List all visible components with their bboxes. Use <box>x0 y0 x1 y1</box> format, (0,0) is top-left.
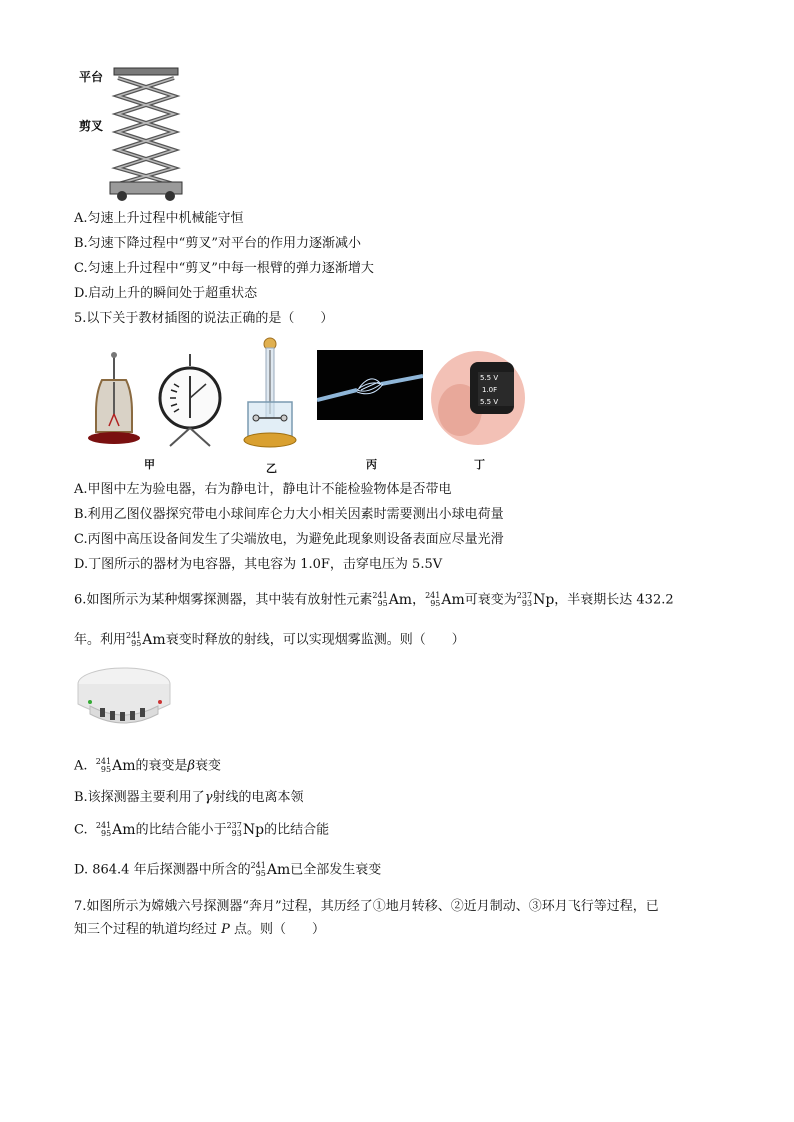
q6-option-b-suffix: 射线的电离本领 <box>212 790 304 805</box>
am-symbol: Am <box>441 592 465 608</box>
q4-option-c: C.匀速上升过程中“剪叉”中每一根臂的弹力逐渐增大 <box>74 261 374 276</box>
q6-option-d <box>74 858 381 883</box>
q6-option-a-prefix: A. <box>74 758 88 774</box>
q6-stem-line1 <box>74 588 674 613</box>
am-symbol: Am <box>388 592 413 608</box>
q7-stem-line1: 7.如图所示为嫦娥六号探测器“奔月”过程，其历经了①地月转移、②近月制动、③环月飞行等过程，已 <box>74 899 659 914</box>
np-z: 93 <box>521 599 533 608</box>
q6-option-c-mid: 的比结合能小于 <box>135 822 227 838</box>
am-mass: 241 <box>126 631 142 640</box>
capacitor-figure <box>430 350 526 446</box>
nuclide-am <box>96 754 136 778</box>
electroscope-figure <box>84 352 144 448</box>
electrometer-figure <box>156 354 224 450</box>
q4-option-a: A.匀速上升过程中机械能守恒 <box>74 211 244 226</box>
gamma-symbol: γ <box>204 790 213 805</box>
q5-option-a: A.甲图中左为验电器，右为静电计，静电计不能检验物体是否带电 <box>74 482 452 497</box>
caption-jia: 甲 <box>144 458 155 471</box>
nuclide-np <box>517 588 555 612</box>
smoke-detector-figure <box>74 664 174 736</box>
np-mass: 237 <box>516 591 533 600</box>
q6-option-d-suffix: 已全部发生衰变 <box>290 862 382 878</box>
q6-stem-line2 <box>74 628 465 653</box>
q6-option-c-prefix: C. <box>74 822 88 838</box>
point-p: P <box>221 922 230 937</box>
q6-option-b <box>74 789 303 807</box>
q7-stem-line2-p2: 点。则（ ） <box>234 922 326 937</box>
q6-option-b-prefix: B.该探测器主要利用了 <box>74 790 205 805</box>
np-mass: 237 <box>226 821 242 830</box>
q5-option-d: D.丁图所示的器材为电容器，其电容为 1.0F，击穿电压为 5.5V <box>74 557 443 572</box>
am-mass: 241 <box>372 591 388 600</box>
q6-option-a-end: 衰变 <box>195 758 222 774</box>
q7-stem-line2-p1: 知三个过程的轨道均经过 <box>74 922 218 937</box>
nuclide-am <box>96 818 136 842</box>
q6-stem-p1: 6.如图所示为某种烟雾探测器，其中装有放射性元素 <box>74 592 373 608</box>
nuclide-am <box>251 858 291 882</box>
beta-symbol: β <box>187 758 195 774</box>
q6-stem2-p2: 衰变时释放的射线，可以实现烟雾监测。则（ ） <box>165 632 465 648</box>
q7-stem-line2 <box>74 921 325 939</box>
q5-option-b: B.利用乙图仪器探究带电小球间库仑力大小相关因素时需要测出小球电荷量 <box>74 507 504 522</box>
nuclide-am <box>126 628 166 652</box>
scissor-label: 剪叉 <box>79 119 104 133</box>
am-mass: 241 <box>95 757 112 766</box>
q6-stem2-p1: 年。利用 <box>74 632 127 648</box>
am-z: 95 <box>100 829 112 838</box>
am-symbol: Am <box>266 862 291 878</box>
scissor-lift-figure <box>108 66 184 202</box>
caption-ding: 丁 <box>474 458 485 471</box>
q6-stem-p2: ， <box>412 592 426 608</box>
caption-yi: 乙 <box>266 462 277 475</box>
am-z: 95 <box>430 599 441 608</box>
am-symbol: Am <box>112 822 136 838</box>
np-symbol: Np <box>242 822 265 838</box>
am-symbol: Am <box>112 758 136 774</box>
nuclide-am <box>372 588 412 612</box>
q6-option-c <box>74 818 329 843</box>
q6-stem-p3: 可衰变为 <box>464 592 517 608</box>
am-z: 95 <box>255 869 266 878</box>
nuclide-np <box>227 818 265 842</box>
nuclide-am <box>425 588 465 612</box>
np-z: 93 <box>231 829 242 838</box>
torsion-balance-figure <box>242 336 298 456</box>
q4-option-d: D.启动上升的瞬间处于超重状态 <box>74 286 258 301</box>
point-discharge-figure <box>317 350 423 420</box>
q5-option-c: C.丙图中高压设备间发生了尖端放电，为避免此现象则设备表面应尽量光滑 <box>74 532 504 547</box>
np-symbol: Np <box>533 592 555 608</box>
caption-bing: 丙 <box>366 458 377 471</box>
q6-option-a <box>74 754 221 779</box>
platform-label: 平台 <box>79 70 104 84</box>
am-z: 95 <box>377 599 388 608</box>
am-z: 95 <box>100 765 112 774</box>
capacitor-label-2: 1.0F <box>482 386 498 394</box>
am-symbol: Am <box>142 632 166 648</box>
am-z: 95 <box>131 639 142 648</box>
q5-stem: 5.以下关于教材插图的说法正确的是（ ） <box>74 311 334 326</box>
am-mass: 241 <box>425 591 441 600</box>
q6-stem-p4: ，半衰期长达 432.2 <box>554 592 674 608</box>
q6-option-c-suffix: 的比结合能 <box>264 822 330 838</box>
am-mass: 241 <box>250 861 266 870</box>
capacitor-label-3: 5.5 V <box>480 398 499 406</box>
q6-option-d-prefix: D. 864.4 年后探测器中所含的 <box>74 862 251 878</box>
q6-option-a-suffix: 的衰变是 <box>135 758 188 774</box>
capacitor-label-1: 5.5 V <box>480 374 499 382</box>
am-mass: 241 <box>95 821 112 830</box>
q4-option-b: B.匀速下降过程中“剪叉”对平台的作用力逐渐减小 <box>74 236 361 251</box>
